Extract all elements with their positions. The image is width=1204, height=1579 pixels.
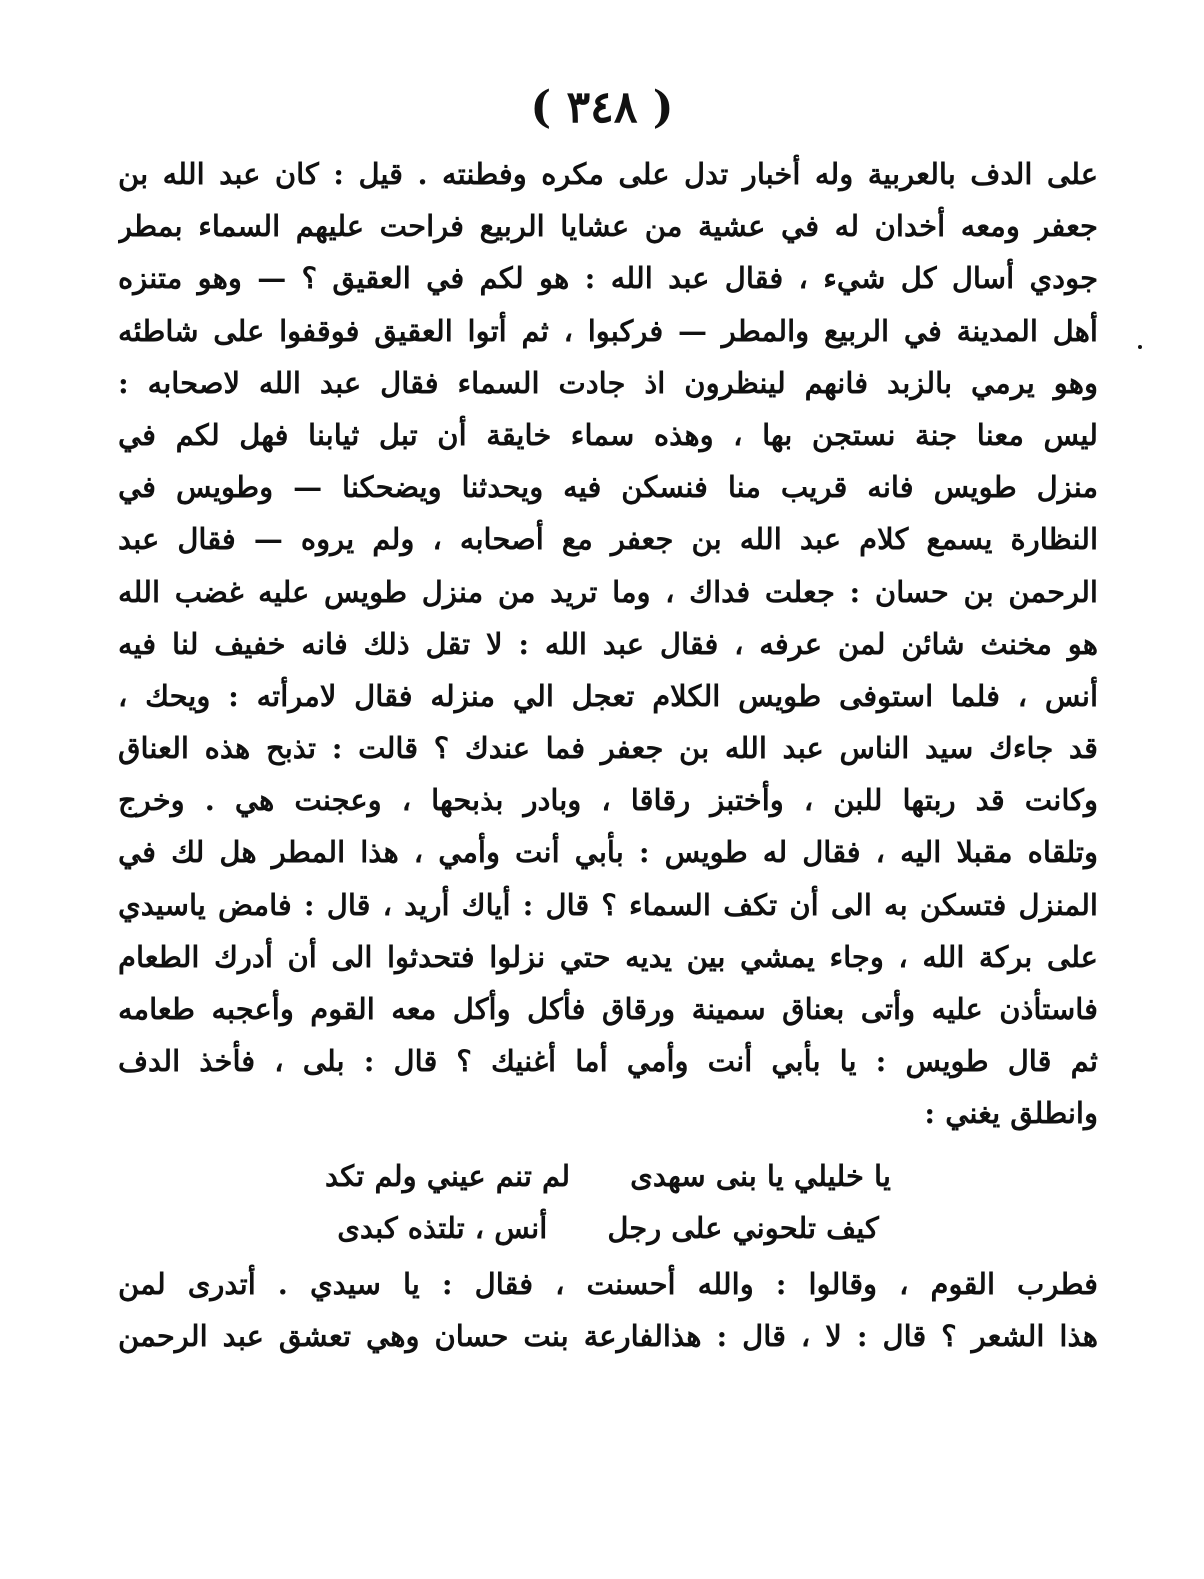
text-line: فطرب القوم ، وقالوا : والله أحسنت ، فقال : يا سيدي . أتدرى لمن: [118, 1266, 1098, 1301]
text-line: قد جاءك سيد الناس عبد الله بن جعفر فما عندك ؟ قالت : تذبح هذه العناق: [118, 731, 1098, 766]
hemistich-first: يا خليلي يا بنى سهدى: [630, 1158, 891, 1193]
text-line: وتلقاه مقبلا اليه ، فقال له طويس : بأبي أنت وأمي ، هذا المطر هل لك في: [118, 835, 1098, 870]
text-line: المنزل فتسكن به الى أن تكف السماء ؟ قال : أياك أريد ، قال : فامض ياسيدي: [118, 887, 1098, 922]
verse-line: [118, 1202, 1098, 1254]
text-line: هذا الشعر ؟ قال : لا ، قال : هذالفارعة بنت حسان وهي تعشق عبد الرحمن: [118, 1318, 1098, 1353]
text-line: على الدف بالعربية وله أخبار تدل على مكره وفطنته . قيل : كان عبد الله بن: [118, 157, 1098, 191]
text-line: جعفر ومعه أخدان له في عشية من عشايا الربيع فراحت عليهم السماء بمطر: [118, 209, 1098, 244]
poem: [118, 1150, 1098, 1254]
text-line: ثم قال طويس : يا بأبي أنت وأمي أما أغنيك ؟ قال : بلى ، فأخذ الدف: [118, 1044, 1098, 1079]
text-line: ليس معنا جنة نستجن بها ، وهذه سماء خايقة أن تبل ثيابنا فهل لكم في: [118, 417, 1098, 452]
text-line: على بركة الله ، وجاء يمشي بين يديه حتي نزلوا فتحدثوا الى أن أدرك الطعام: [118, 939, 1098, 974]
paragraph-2: [118, 1258, 1098, 1362]
paragraph-1: [118, 148, 1098, 1140]
text-line: هو مخنث شائن لمن عرفه ، فقال عبد الله : لا تقل ذلك فانه خفيف لنا فيه: [118, 626, 1098, 661]
text-line: جودي أسال كل شيء ، فقال عبد الله : هو لكم في العقيق ؟ — وهو متنزه: [118, 261, 1098, 296]
text-line: وهو يرمي بالزبد فانهم لينظرون اذ جادت السماء فقال عبد الله لاصحابه :: [118, 365, 1098, 400]
margin-mark: [1138, 345, 1142, 349]
verse-line: [118, 1150, 1098, 1202]
text-line: أنس ، فلما استوفى طويس الكلام تعجل الي منزله فقال لامرأته : ويحك ،: [118, 678, 1098, 713]
text-line: وانطلق يغني :: [924, 1096, 1098, 1131]
body-text: [118, 148, 1098, 1362]
hemistich-first: كيف تلحوني على رجل: [607, 1210, 879, 1245]
hemistich-second: لم تنم عيني ولم تكد: [325, 1158, 571, 1193]
hemistich-second: أنس ، تلتذه كبدى: [337, 1210, 548, 1245]
text-line: وكانت قد ربتها للبن ، وأختبز رقاقا ، وبادر بذبحها ، وعجنت هي . وخرج: [118, 783, 1098, 818]
text-line: فاستأذن عليه وأتى بعناق سمينة ورقاق فأكل وأكل معه القوم وأعجبه طعامه: [118, 992, 1098, 1026]
text-line: منزل طويس فانه قريب منا فنسكن فيه ويحدثنا ويضحكنا — وطويس في: [118, 470, 1098, 505]
text-line: أهل المدينة في الربيع والمطر — فركبوا ، ثم أتوا العقيق فوقفوا على شاطئه: [118, 313, 1098, 348]
text-line: النظارة يسمع كلام عبد الله بن جعفر مع أصحابه ، ولم يروه — فقال عبد: [118, 522, 1098, 557]
page-number: ( ٣٤٨ ): [530, 82, 674, 133]
text-line: الرحمن بن حسان : جعلت فداك ، وما تريد من منزل طويس عليه غضب الله: [118, 574, 1098, 609]
